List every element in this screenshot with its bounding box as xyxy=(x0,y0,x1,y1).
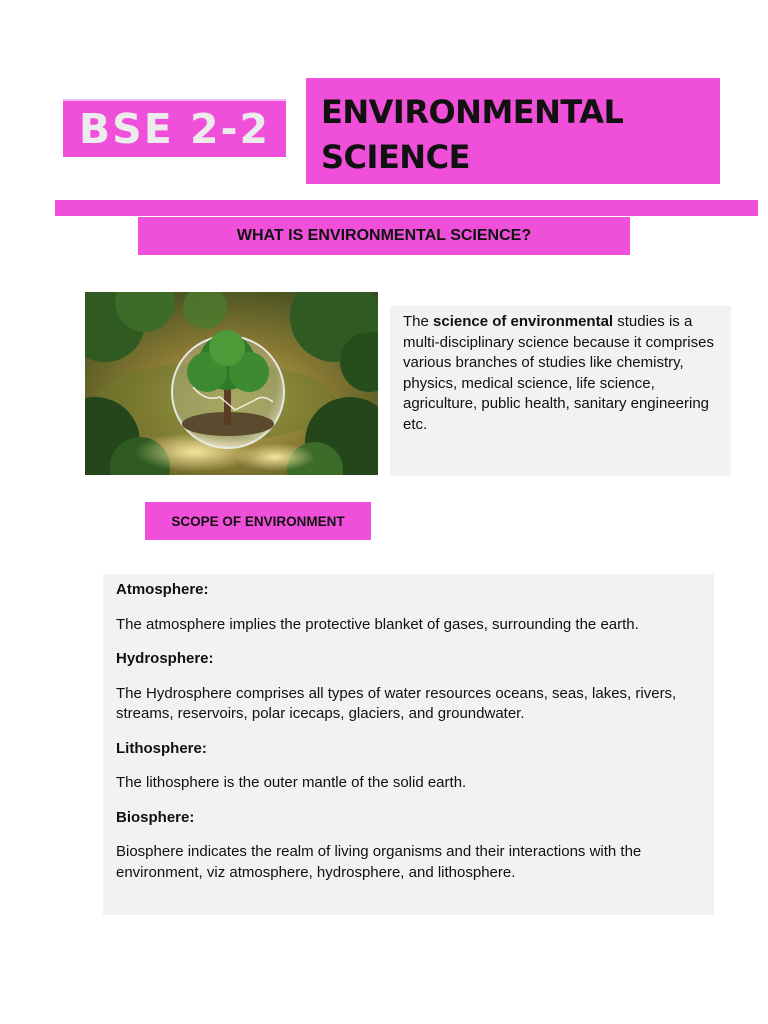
definition-box xyxy=(390,306,731,476)
tree-globe-image xyxy=(85,292,378,475)
atmosphere-heading: Atmosphere: xyxy=(116,581,209,598)
biosphere-heading: Biosphere: xyxy=(116,808,195,826)
lithosphere-text: The lithosphere is the outer mantle of the solid earth. xyxy=(116,774,467,791)
hydrosphere-text: The Hydrosphere comprises all types of water resources oceans, seas, lakes, rivers, streams, reservoirs, polar icecaps, glaciers, and groundwater. xyxy=(116,684,677,722)
atmosphere-text: The atmosphere implies the protective blanket of gases, surrounding the earth. xyxy=(116,615,639,633)
biosphere-text: Biosphere indicates the realm of living organisms and their interactions with the environment, viz atmosphere, hydrosphere, and lithosphere. xyxy=(116,843,642,881)
header-divider xyxy=(55,200,758,216)
scope-heading-banner xyxy=(145,502,371,540)
intro-heading-banner xyxy=(138,217,630,255)
scope-heading: SCOPE OF ENVIRONMENT xyxy=(171,513,345,529)
document-title-line-2: SCIENCE xyxy=(321,138,470,176)
intro-heading: WHAT IS ENVIRONMENTAL SCIENCE? xyxy=(236,227,532,244)
scope-box xyxy=(103,574,714,915)
definition-rest: studies is a multi-disciplinary science because it comprises various branches of studies like chemistry, physics, medical science, life science, agriculture, public health, sanitary engineering etc. xyxy=(403,313,714,433)
eco-image xyxy=(85,292,378,475)
definition-prefix: The xyxy=(403,313,434,330)
definition-highlight: science of environmental xyxy=(433,313,614,330)
lithosphere-heading: Lithosphere: xyxy=(116,739,207,757)
course-code-bar xyxy=(63,99,286,157)
course-code: BSE 2-2 xyxy=(78,104,271,153)
title-box xyxy=(306,78,720,184)
document-title-line-1: ENVIRONMENTAL xyxy=(321,93,624,131)
hydrosphere-heading: Hydrosphere: xyxy=(116,650,214,667)
